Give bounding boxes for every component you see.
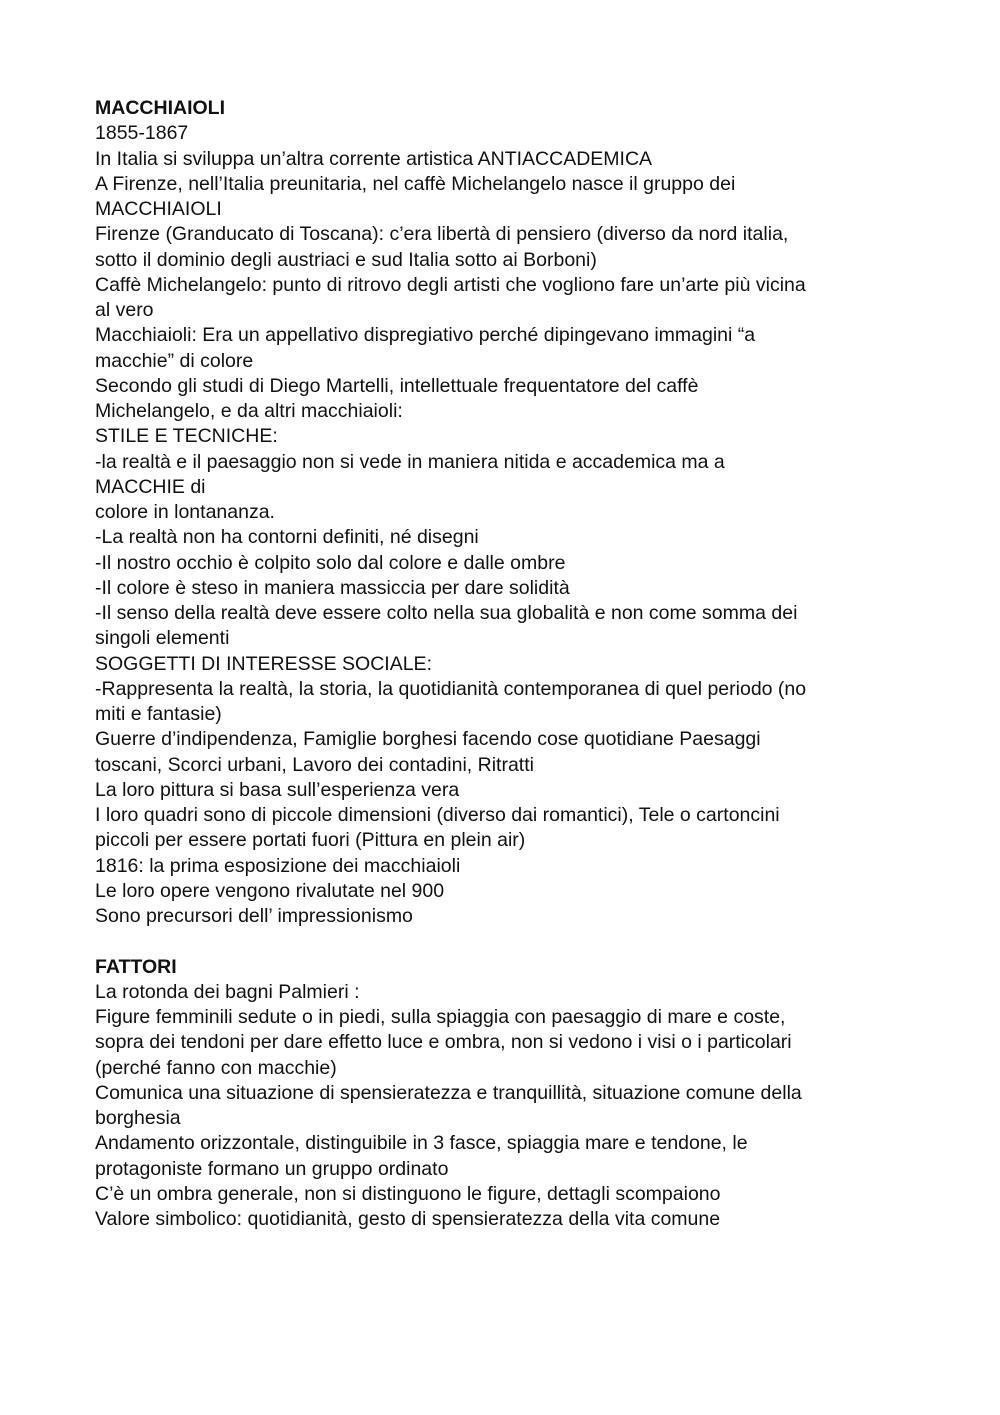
text-line: colore in lontananza. [95,501,275,523]
text-line: macchie” di colore [95,349,254,372]
text-line: Sono precursori dell’ impressionismo [95,905,413,927]
text-line: Andamento orizzontale, distinguibile in 3 fasce, spiaggia mare e tendone, le [95,1132,748,1155]
text-line: toscani, Scorci urbani, Lavoro dei contadini, Ritratti [95,753,534,776]
text-line: La loro pittura si basa sull’esperienza vera [95,778,460,801]
text-line: Comunica una situazione di spensieratezza e tranquillità, situazione comune della [95,1081,802,1104]
paragraph-spacer [95,929,925,954]
section-heading-fattori: FATTORI [95,955,177,978]
text-line: -La realtà non ha contorni definiti, né disegni [95,526,479,549]
text-line: Caffè Michelangelo: punto di ritrovo degli artisti che vogliono fare un’arte più vicina [95,273,806,296]
document-body [95,96,925,1232]
text-line: piccoli per essere portati fuori (Pittura en plein air) [95,829,526,852]
text-line: In Italia si sviluppa un’altra corrente artistica ANTIACCADEMICA [95,147,653,170]
text-line: -Il senso della realtà deve essere colto nella sua globalità e non come somma dei [95,602,798,624]
text-line: Firenze (Granducato di Toscana): c’era libertà di pensiero (diverso da nord italia, [95,223,789,246]
text-line: A Firenze, nell’Italia preunitaria, nel caffè Michelangelo nasce il gruppo dei [95,172,736,195]
text-line: Secondo gli studi di Diego Martelli, intellettuale frequentatore del caffè [95,374,699,397]
text-line: Michelangelo, e da altri macchiaioli: [95,400,403,422]
text-line: STILE E TECNICHE: [95,425,278,448]
text-line: C’è un ombra generale, non si distinguono le figure, dettagli scompaiono [95,1182,721,1205]
text-line: MACCHIE di [95,475,206,498]
text-line: -Rappresenta la realtà, la storia, la quotidianità contemporanea di quel periodo (no [95,677,807,700]
text-line: Figure femminili sedute o in piedi, sulla spiaggia con paesaggio di mare e coste, [95,1006,786,1028]
section-heading-macchiaioli: MACCHIAIOLI [95,97,225,119]
text-line: miti e fantasie) [95,703,222,725]
text-line: sopra dei tendoni per dare effetto luce e ombra, non si vedono i visi o i particolari [95,1031,792,1054]
text-line: Macchiaioli: Era un appellativo dispregiativo perché dipingevano immagini “a [95,324,756,347]
text-line: singoli elementi [95,627,230,650]
text-line: sotto il dominio degli austriaci e sud Italia sotto ai Borboni) [95,248,597,271]
text-line: I loro quadri sono di piccole dimensioni (diverso dai romantici), Tele o cartoncini [95,804,780,826]
text-line: (perché fanno con macchie) [95,1056,337,1079]
text-line: borghesia [95,1107,181,1129]
text-line: -Il nostro occhio è colpito solo dal colore e dalle ombre [95,551,566,574]
text-line: MACCHIAIOLI [95,198,222,220]
text-line: -la realtà e il paesaggio non si vede in maniera nitida e accademica ma a [95,450,725,473]
text-line: SOGGETTI DI INTERESSE SOCIALE: [95,652,432,675]
text-line: -Il colore è steso in maniera massiccia per dare solidità [95,576,570,599]
text-line: protagoniste formano un gruppo ordinato [95,1157,449,1180]
text-line: al vero [95,299,154,321]
text-line: Guerre d’indipendenza, Famiglie borghesi facendo cose quotidiane Paesaggi [95,728,761,751]
text-line: 1855-1867 [95,122,189,145]
text-line: 1816: la prima esposizione dei macchiaioli [95,854,461,877]
text-line: Valore simbolico: quotidianità, gesto di spensieratezza della vita comune [95,1208,721,1230]
text-line: Le loro opere vengono rivalutate nel 900 [95,879,445,902]
text-line: La rotonda dei bagni Palmieri : [95,980,360,1003]
